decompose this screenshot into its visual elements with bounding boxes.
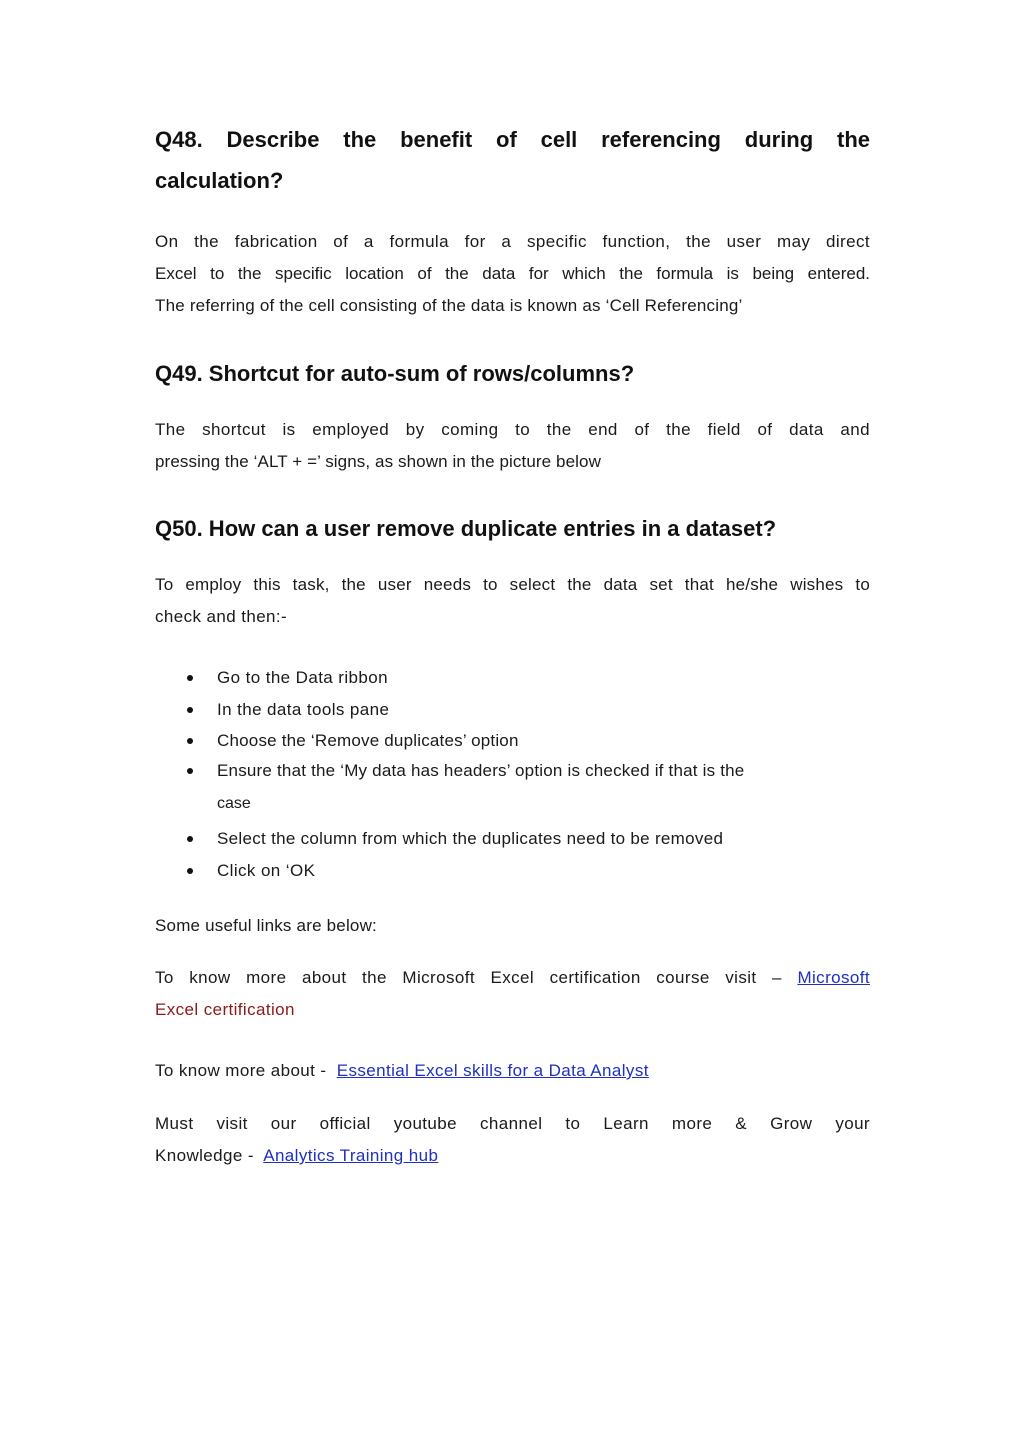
- q49-para-line1: The shortcut is employed by coming to the end of the field of data and: [155, 420, 870, 439]
- step-text: Ensure that the ‘My data has headers’ option is checked if that is the: [217, 761, 745, 780]
- cert-text: To know more about the Microsoft Excel certification course visit –: [155, 968, 782, 987]
- list-item: [155, 726, 870, 756]
- youtube-paragraph: [155, 1108, 870, 1172]
- q49-heading: Q49. Shortcut for auto-sum of rows/columns?: [155, 361, 635, 386]
- q48-para-line3: The referring of the cell consisting of the data is known as ‘Cell Referencing’: [155, 296, 743, 315]
- bullet-icon: [187, 675, 193, 681]
- step-text: Choose the ‘Remove duplicates’ option: [217, 731, 519, 750]
- step-text: Click on ‘OK: [217, 861, 316, 880]
- list-item: [155, 662, 870, 694]
- bullet-icon: [187, 836, 193, 842]
- cert-paragraph: [155, 962, 870, 1026]
- skills-paragraph: [155, 1055, 870, 1087]
- microsoft-certification-link[interactable]: Microsoft: [797, 968, 870, 987]
- youtube-line2: [155, 1140, 870, 1172]
- step-text: Go to the Data ribbon: [217, 668, 388, 687]
- q48-section: [155, 119, 870, 201]
- list-item: [155, 823, 870, 855]
- bullet-icon: [187, 868, 193, 874]
- q50-para-line1: To employ this task, the user needs to select the data set that he/she wishes to: [155, 575, 870, 594]
- list-item: [155, 756, 870, 786]
- bullet-icon: [187, 738, 193, 744]
- q50-steps-list: [155, 662, 870, 887]
- skills-text: To know more about -: [155, 1061, 327, 1080]
- q48-heading-line1: Q48. Describe the benefit of cell referencing during the: [155, 127, 870, 152]
- analytics-training-hub-link[interactable]: Analytics Training hub: [263, 1146, 439, 1165]
- q48-heading-line2: calculation?: [155, 168, 284, 193]
- links-intro: Some useful links are below:: [155, 916, 377, 935]
- q50-heading: Q50. How can a user remove duplicate entries in a dataset?: [155, 516, 777, 541]
- youtube-text: Knowledge -: [155, 1146, 254, 1165]
- q50-para-line2: check and then:-: [155, 607, 288, 626]
- cert-line1: [155, 962, 870, 994]
- q48-para-line1: On the fabrication of a formula for a specific function, the user may direct: [155, 232, 870, 251]
- q48-para-line2: Excel to the specific location of the data for which the formula is being entered.: [155, 264, 870, 283]
- q48-paragraph: [155, 226, 870, 322]
- bullet-icon: [187, 768, 193, 774]
- list-item: [155, 855, 870, 887]
- cert-link-continuation[interactable]: Excel certification: [155, 1000, 295, 1019]
- step-text: Select the column from which the duplicates need to be removed: [217, 829, 724, 848]
- step-text: In the data tools pane: [217, 700, 390, 719]
- step-text: case: [217, 795, 251, 812]
- youtube-line1: Must visit our official youtube channel to Learn more & Grow your: [155, 1114, 870, 1133]
- q49-paragraph: [155, 414, 870, 478]
- list-item: [155, 694, 870, 726]
- q49-para-line2: pressing the ‘ALT + =’ signs, as shown in the picture below: [155, 452, 601, 471]
- q50-paragraph: [155, 569, 870, 633]
- bullet-icon: [187, 707, 193, 713]
- essential-excel-skills-link[interactable]: Essential Excel skills for a Data Analyst: [336, 1061, 649, 1080]
- list-item-continuation: [155, 786, 870, 821]
